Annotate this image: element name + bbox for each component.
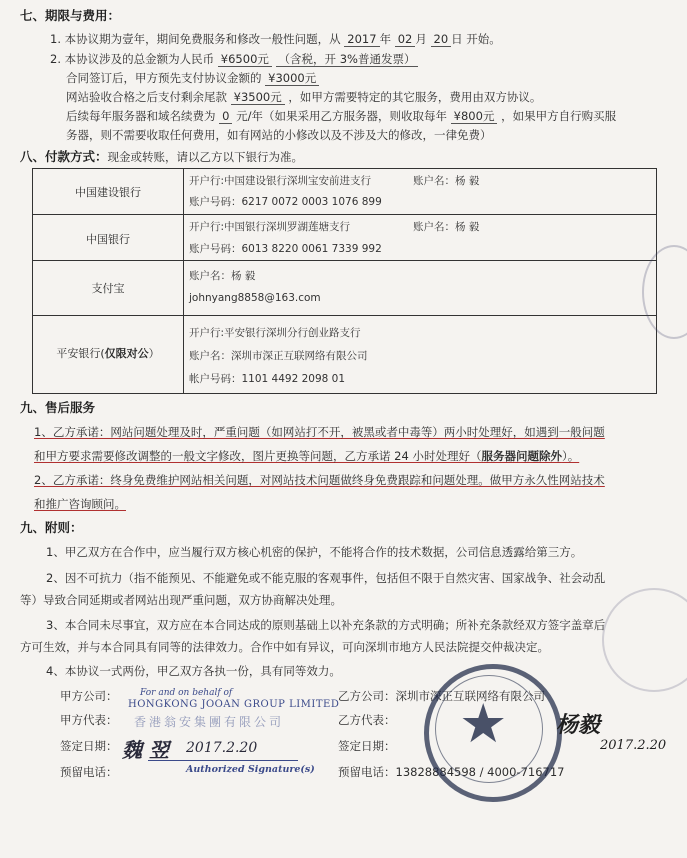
bank-account: 账户号码：6217 0072 0003 1076 899 bbox=[189, 196, 382, 208]
bank-account: 账户号码：6013 8220 0061 7339 992 bbox=[189, 243, 382, 255]
bank-row: 平安银行(仅限对公） 开户行:平安银行深圳分行创业路支行 账户名：深圳市深正互联网络有限公司 帐户号码：1101 4492 2098 01 bbox=[33, 315, 656, 392]
renew-line: 后续每年服务器和域名续费为 0 元/年（如果采用乙方服务器，则收取每年 ¥800元 ，如果甲方自行购买服 bbox=[66, 109, 617, 123]
bank-row: 中国银行 开户行:中国银行深圳罗湖莲塘支行 账户名：杨 毅 账户号码：6013 8220 0061 7339 992 bbox=[33, 214, 656, 261]
party-b-company-label: 乙方公司：深圳市深正互联网络有限公司 bbox=[338, 689, 545, 703]
party-a-date: 2017.2.20 bbox=[186, 740, 258, 756]
remain-amount: ¥3500元 bbox=[231, 90, 285, 105]
bank-name: 支付宝 bbox=[91, 282, 125, 295]
renew-amount: 0 bbox=[219, 109, 232, 124]
prepay-line: 合同签订后，甲方预先支付协议金额的 ¥3000元 bbox=[66, 70, 319, 86]
total-amount: ¥6500元 bbox=[218, 52, 272, 67]
party-a-date-label: 签定日期： bbox=[60, 739, 118, 753]
prepay-amount: ¥3000元 bbox=[265, 71, 319, 86]
party-b-rep-label: 乙方代表： bbox=[338, 713, 396, 727]
party-b-phone-label: 预留电话：13828884598 / 4000-716717 bbox=[338, 765, 565, 779]
party-b-company: 深圳市深正互联网络有限公司 bbox=[395, 689, 545, 703]
party-b-company-seal bbox=[424, 664, 562, 802]
party-b-phone: 13828884598 / 4000-716717 bbox=[395, 765, 565, 779]
term-line: 1. 本协议期为壹年，期间免费服务和修改一般性问题，从 2017 年 02 月 20 日 开始。 bbox=[50, 32, 501, 46]
party-b-date: 2017.2.20 bbox=[600, 738, 667, 753]
bank-name: 中国建设银行 bbox=[75, 186, 141, 199]
bank-row: 中国建设银行 开户行:中国建设银行深圳宝安前进支行 账户名：杨 毅 账户号码：6217 0072 0003 1076 899 bbox=[33, 169, 656, 215]
bank-name: 中国银行 bbox=[86, 233, 130, 246]
party-a-phone-label: 预留电话： bbox=[60, 765, 118, 779]
server-fee: ¥800元 bbox=[451, 109, 498, 124]
section-8-heading: 八、付款方式：现金或转账，请以乙方以下银行为准。 bbox=[20, 149, 304, 164]
bank-account: 帐户号码：1101 4492 2098 01 bbox=[189, 373, 346, 385]
party-a-signature: 魏 翌 bbox=[122, 738, 169, 762]
party-a-stamp-line1: For and on behalf of bbox=[140, 688, 233, 698]
section-9b-title: 九、附则： bbox=[20, 520, 83, 535]
seal-star-icon: ★ bbox=[459, 692, 508, 755]
renew-line-2: 务器，则不需要收取任何费用，如有网站的小修改以及不涉及大的修改，一律免费） bbox=[66, 128, 492, 142]
section-7-title: 七、期限与费用： bbox=[20, 8, 121, 23]
party-a-authorized: Authorized Signature(s) bbox=[186, 764, 315, 775]
start-month: 02 bbox=[395, 32, 416, 47]
start-day: 20 bbox=[431, 32, 452, 47]
start-year: 2017 bbox=[344, 32, 379, 47]
party-a-company-label: 甲方公司： bbox=[60, 689, 118, 703]
margin-stamp-mark bbox=[602, 588, 687, 692]
section-9a-title: 九、售后服务 bbox=[20, 400, 96, 415]
party-a-stamp-line2: HONGKONG JOOAN GROUP LIMITED bbox=[128, 699, 340, 710]
bank-account: johnyang8858@163.com bbox=[189, 292, 321, 304]
bank-table bbox=[32, 168, 657, 394]
party-a-sig-line bbox=[148, 760, 298, 761]
total-amount-line: 2. 本协议涉及的总金额为人民币 ¥6500元 （含税，开 3%普通发票） bbox=[50, 51, 418, 67]
party-a-rep-label: 甲方代表： bbox=[60, 713, 118, 727]
bank-row: 支付宝 账户名：杨 毅 johnyang8858@163.com bbox=[33, 260, 656, 316]
remain-line: 网站验收合格之后支付剩余尾款 ¥3500元 ，如甲方需要特定的其它服务，费用由双方协议。 bbox=[66, 90, 542, 104]
party-b-signature: 杨毅 bbox=[556, 712, 601, 738]
bank-name: 平安银行(仅限对公） bbox=[56, 347, 160, 360]
party-a-stamp-line3: 香港翁安集團有限公司 bbox=[134, 715, 285, 729]
party-b-date-label: 签定日期： bbox=[338, 739, 396, 753]
